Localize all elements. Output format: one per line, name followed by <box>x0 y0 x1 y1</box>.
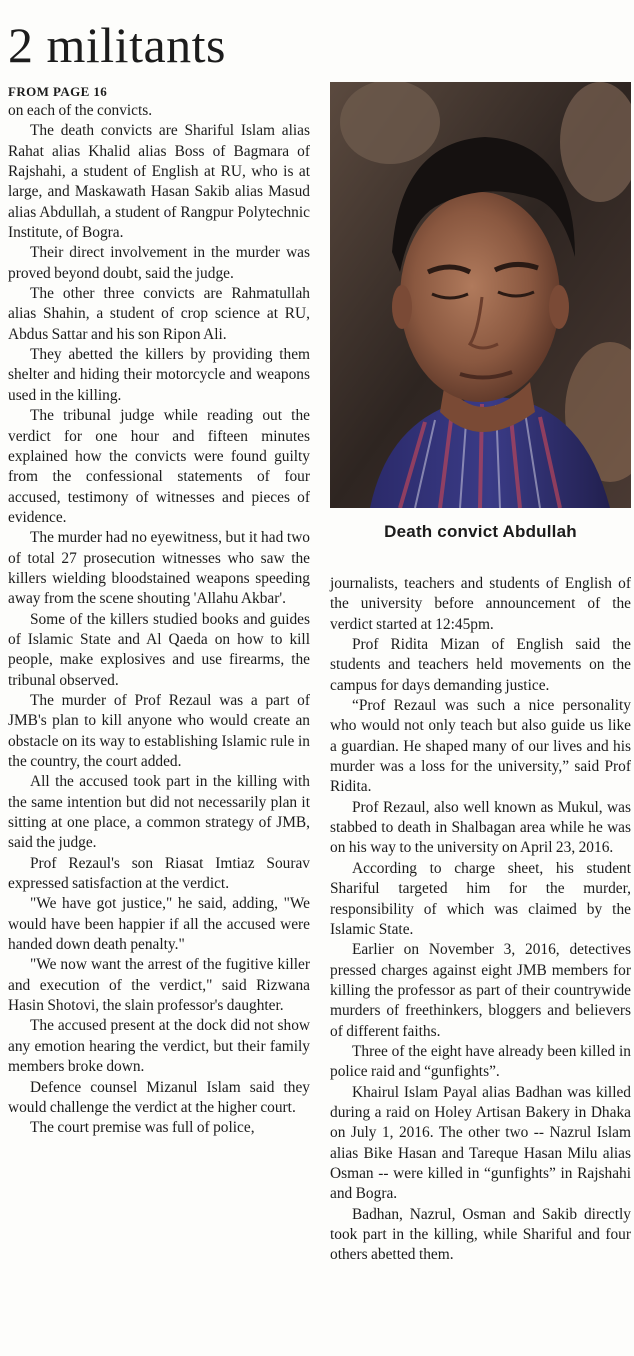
continued-from-label: FROM PAGE 16 <box>8 84 108 99</box>
paragraph: Badhan, Nazrul, Osman and Sakib directly took part in the killing, while Shariful and four others abetted them. <box>330 1205 631 1264</box>
paragraph: Prof Rezaul's son Riasat Imtiaz Sourav expressed satisfaction at the verdict. <box>8 854 310 893</box>
paragraph: on each of the convicts. <box>8 102 153 119</box>
paragraph: Prof Ridita Mizan of English said the students and teachers held movements on the campus for days demanding justice. <box>330 636 631 694</box>
paragraph: journalists, teachers and students of English of the university before announcement of the verdict started at 12:45pm. <box>330 575 631 633</box>
paragraph: Defence counsel Mizanul Islam said they would challenge the verdict at the higher court. <box>8 1078 310 1116</box>
paragraph: Some of the killers studied books and guides of Islamic State and Al Qaeda on how to kill people, make explosives and use firearms, the tribunal observed. <box>8 610 310 689</box>
right-column-text <box>330 574 631 1266</box>
paragraph: "We have got justice," he said, adding, "We would have been happier if all the accused were handed down death penalty." <box>8 895 310 954</box>
convict-photo <box>330 82 631 508</box>
paragraph: The court premise was full of police, <box>30 1119 255 1137</box>
right-column <box>330 82 631 1266</box>
headline: 2 militants <box>8 17 226 73</box>
paragraph: The accused present at the dock did not show any emotion hearing the verdict, but their family members broke down. <box>8 1017 310 1076</box>
paragraph: The tribunal judge while reading out the verdict for one hour and fifteen minutes explained how the convicts were found guilty from the confessional statements of four accused, testimony of witnesses and pieces of evidence. <box>8 407 310 526</box>
paragraph: The death convicts are Shariful Islam alias Rahat alias Khalid alias Boss of Bagmara of Rajshahi, a student of English at RU, who is at large, and Maskawath Hasan Sakib alias Masud alias Abdullah, a student of Rangpur Polytechnic Institute, of Bogra. <box>8 122 310 242</box>
left-column <box>8 82 310 1139</box>
paragraph: Their direct involvement in the murder was proved beyond doubt, said the judge. <box>8 244 310 282</box>
paragraph: “Prof Rezaul was such a nice personality who would not only teach but also guide us like a guardian. He shaped many of our lives and his murder was a loss for the university,” said Prof Ridita. <box>330 697 631 796</box>
photo-caption: Death convict Abdullah <box>384 522 577 541</box>
paragraph: All the accused took part in the killing with the same intention but did not necessarily plan it sitting at one place, a common strategy of JMB, said the judge. <box>8 773 310 852</box>
paragraph: Earlier on November 3, 2016, detectives pressed charges against eight JMB members for killing the professor as part of their countrywide murders of freethinkers, bloggers and believers of different faiths. <box>330 941 631 1040</box>
paragraph: According to charge sheet, his student Shariful targeted him for the murder, responsibility of which was claimed by the Islamic State. <box>330 859 631 938</box>
paragraph: Three of the eight have already been killed in police raid and “gunfights”. <box>330 1042 631 1081</box>
paragraph: "We now want the arrest of the fugitive killer and execution of the verdict," said Rizwana Hasin Shotovi, the slain professor's daughter. <box>8 956 310 1015</box>
paragraph: The other three convicts are Rahmatullah alias Shahin, a student of crop science at RU, Abdus Sattar and his son Ripon Ali. <box>8 285 310 343</box>
paragraph: The murder of Prof Rezaul was a part of JMB's plan to kill anyone who would create an obstacle on its way to establishing Islamic rule in the country, the court added. <box>8 691 310 770</box>
paragraph: Khairul Islam Payal alias Badhan was killed during a raid on Holey Artisan Bakery in Dhaka on July 1, 2016. The other two -- Nazrul Islam alias Bike Hasan and Tareque Hasan Milu alias Osman -- were killed in “gunfights” in Rajshahi and Bogra. <box>330 1083 631 1203</box>
paragraph: They abetted the killers by providing them shelter and hiding their motorcycle and weapons used in the killing. <box>8 346 310 404</box>
portrait-illustration <box>330 82 631 508</box>
paragraph: The murder had no eyewitness, but it had two of total 27 prosecution witnesses who saw the killers wielding bloodstained weapons speeding away from the scene shouting 'Allahu Akbar'. <box>8 529 310 608</box>
paragraph: Prof Rezaul, also well known as Mukul, was stabbed to death in Shalbagan area while he was on his way to the university on April 23, 2016. <box>330 798 631 857</box>
